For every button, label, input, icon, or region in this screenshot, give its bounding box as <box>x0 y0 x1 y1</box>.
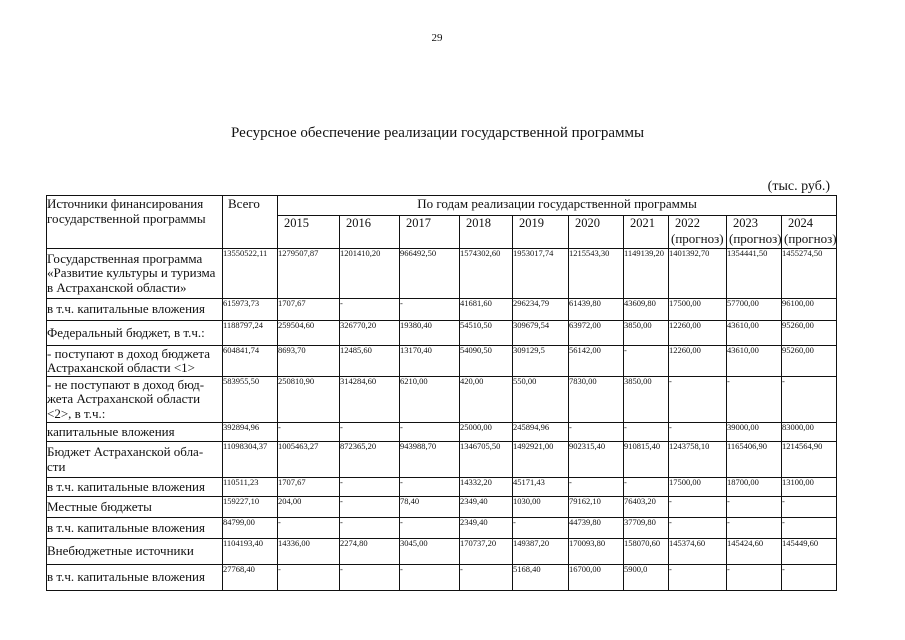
year-value: 76403,20 <box>624 497 669 518</box>
year-value: 19380,40 <box>400 321 460 346</box>
year-value: 13170,40 <box>400 346 460 377</box>
year-value: 314284,60 <box>340 377 400 423</box>
year-label: 2020 <box>575 216 600 230</box>
units-label: (тыс. руб.) <box>767 179 830 194</box>
year-value: 18700,00 <box>727 478 782 497</box>
source-column-header: Источники финансирования государственной программы <box>47 196 223 249</box>
year-value: 78,40 <box>400 497 460 518</box>
year-value: - <box>569 478 624 497</box>
year-value: 170093,80 <box>569 539 624 565</box>
year-forecast-note: (прогноз) <box>671 231 724 246</box>
year-value: 158070,60 <box>624 539 669 565</box>
year-value: 79162,10 <box>569 497 624 518</box>
row-label: в т.ч. капитальные вложения <box>47 518 223 539</box>
year-value: 1401392,70 <box>669 249 727 299</box>
year-value: 902315,40 <box>569 442 624 478</box>
year-value: 1354441,50 <box>727 249 782 299</box>
year-value: - <box>513 518 569 539</box>
year-header <box>460 216 513 249</box>
year-value: - <box>669 518 727 539</box>
year-value: 1953017,74 <box>513 249 569 299</box>
year-label: 2021 <box>630 216 655 230</box>
year-label: 2016 <box>346 216 371 230</box>
table-row <box>47 423 837 442</box>
year-value: 3850,00 <box>624 321 669 346</box>
year-value: 1707,67 <box>278 299 340 321</box>
row-label: Местные бюджеты <box>47 497 223 518</box>
year-value: 45171,43 <box>513 478 569 497</box>
year-value: 5168,40 <box>513 565 569 591</box>
total-value: 13550522,11 <box>223 249 278 299</box>
row-label: - поступают в доход бюджета Астраханской области <1> <box>47 346 223 377</box>
year-value: - <box>460 565 513 591</box>
year-value: 95260,00 <box>782 346 837 377</box>
year-value: 43610,00 <box>727 346 782 377</box>
year-value: 39000,00 <box>727 423 782 442</box>
year-value: 966492,50 <box>400 249 460 299</box>
total-value: 11098304,37 <box>223 442 278 478</box>
row-label: Внебюджетные источники <box>47 539 223 565</box>
header-row <box>47 196 837 216</box>
table-row <box>47 249 837 299</box>
year-value: - <box>727 497 782 518</box>
year-header <box>782 216 837 249</box>
year-value: 309679,54 <box>513 321 569 346</box>
row-label: Федеральный бюджет, в т.ч.: <box>47 321 223 346</box>
year-value: 296234,79 <box>513 299 569 321</box>
total-value: 159227,10 <box>223 497 278 518</box>
year-value: 1492921,00 <box>513 442 569 478</box>
year-header <box>340 216 400 249</box>
year-value: 25000,00 <box>460 423 513 442</box>
year-value: 13100,00 <box>782 478 837 497</box>
year-value: 1215543,30 <box>569 249 624 299</box>
table-row <box>47 518 837 539</box>
year-value: 95260,00 <box>782 321 837 346</box>
year-label: 2024 <box>788 216 813 230</box>
total-value: 84799,00 <box>223 518 278 539</box>
year-value: - <box>278 423 340 442</box>
year-value: 1346705,50 <box>460 442 513 478</box>
year-label: 2018 <box>466 216 491 230</box>
year-label: 2022 <box>675 216 700 230</box>
year-header <box>569 216 624 249</box>
year-value: 12485,60 <box>340 346 400 377</box>
year-value: 943988,70 <box>400 442 460 478</box>
year-value: 145424,60 <box>727 539 782 565</box>
year-header <box>400 216 460 249</box>
year-forecast-note: (прогноз) <box>784 231 837 246</box>
resource-table <box>46 195 837 591</box>
year-value: 2274,80 <box>340 539 400 565</box>
year-value: 250810,90 <box>278 377 340 423</box>
page-number: 29 <box>431 32 443 44</box>
year-value: 149387,20 <box>513 539 569 565</box>
year-value: 2349,40 <box>460 518 513 539</box>
total-value: 1188797,24 <box>223 321 278 346</box>
year-value: 259504,60 <box>278 321 340 346</box>
year-value: 1005463,27 <box>278 442 340 478</box>
year-value: - <box>727 518 782 539</box>
year-value: 12260,00 <box>669 321 727 346</box>
year-value: 550,00 <box>513 377 569 423</box>
year-value: - <box>340 518 400 539</box>
year-value: 145449,60 <box>782 539 837 565</box>
year-value: - <box>782 518 837 539</box>
year-value: 83000,00 <box>782 423 837 442</box>
year-value: 3850,00 <box>624 377 669 423</box>
year-value: - <box>400 565 460 591</box>
row-label: Государственная программа «Развитие культуры и туризма в Астраханской области» <box>47 249 223 299</box>
total-value: 392894,96 <box>223 423 278 442</box>
row-label: в т.ч. капитальные вложения <box>47 299 223 321</box>
total-value: 1104193,40 <box>223 539 278 565</box>
year-label: 2015 <box>284 216 309 230</box>
total-value: 110511,23 <box>223 478 278 497</box>
year-value: - <box>340 299 400 321</box>
year-value: 872365,20 <box>340 442 400 478</box>
year-value: 1149139,20 <box>624 249 669 299</box>
year-header <box>624 216 669 249</box>
year-forecast-note: (прогноз) <box>729 231 782 246</box>
year-value: 44739,80 <box>569 518 624 539</box>
year-value: 204,00 <box>278 497 340 518</box>
year-value: 7830,00 <box>569 377 624 423</box>
year-value: 17500,00 <box>669 478 727 497</box>
year-value: 43610,00 <box>727 321 782 346</box>
year-header <box>513 216 569 249</box>
year-value: 1279507,87 <box>278 249 340 299</box>
year-value: - <box>669 565 727 591</box>
table-header <box>47 196 837 249</box>
year-value: - <box>624 423 669 442</box>
table-row <box>47 442 837 478</box>
year-value: - <box>727 377 782 423</box>
table-row <box>47 539 837 565</box>
year-header <box>278 216 340 249</box>
year-value: 12260,00 <box>669 346 727 377</box>
year-value: 14332,20 <box>460 478 513 497</box>
year-value: 910815,40 <box>624 442 669 478</box>
year-value: 1165406,90 <box>727 442 782 478</box>
year-value: - <box>624 478 669 497</box>
year-value: 5900,0 <box>624 565 669 591</box>
table-row <box>47 565 837 591</box>
row-label: - не поступают в доход бюд- жета Астраханской области <2>, в т.ч.: <box>47 377 223 423</box>
table-row <box>47 321 837 346</box>
year-value: - <box>278 565 340 591</box>
year-value: 3045,00 <box>400 539 460 565</box>
table-row <box>47 497 837 518</box>
total-value: 615973,73 <box>223 299 278 321</box>
total-column-header: Всего <box>223 196 278 249</box>
year-value: 6210,00 <box>400 377 460 423</box>
year-value: 326770,20 <box>340 321 400 346</box>
year-value: - <box>782 565 837 591</box>
total-value: 604841,74 <box>223 346 278 377</box>
years-group-header: По годам реализации государственной программы <box>278 196 837 216</box>
year-value: 37709,80 <box>624 518 669 539</box>
year-value: - <box>340 478 400 497</box>
year-value: - <box>278 518 340 539</box>
year-value: 245894,96 <box>513 423 569 442</box>
year-value: - <box>340 497 400 518</box>
year-value: - <box>669 423 727 442</box>
year-label: 2017 <box>406 216 431 230</box>
row-label: капитальные вложения <box>47 423 223 442</box>
row-label: в т.ч. капитальные вложения <box>47 478 223 497</box>
total-value: 583955,50 <box>223 377 278 423</box>
year-value: 309129,5 <box>513 346 569 377</box>
year-value: 1455274,50 <box>782 249 837 299</box>
year-value: 17500,00 <box>669 299 727 321</box>
year-value: 170737,20 <box>460 539 513 565</box>
table-body <box>47 249 837 591</box>
year-value: - <box>400 299 460 321</box>
year-value: - <box>569 423 624 442</box>
year-value: - <box>782 377 837 423</box>
year-value: 8693,70 <box>278 346 340 377</box>
year-value: 1201410,20 <box>340 249 400 299</box>
year-value: - <box>669 497 727 518</box>
table-row <box>47 299 837 321</box>
year-value: 41681,60 <box>460 299 513 321</box>
year-label: 2023 <box>733 216 758 230</box>
year-value: 96100,00 <box>782 299 837 321</box>
total-value: 27768,40 <box>223 565 278 591</box>
year-value: - <box>782 497 837 518</box>
year-value: 16700,00 <box>569 565 624 591</box>
year-label: 2019 <box>519 216 544 230</box>
year-value: 1574302,60 <box>460 249 513 299</box>
year-value: - <box>340 423 400 442</box>
year-value: - <box>400 423 460 442</box>
table-row <box>47 377 837 423</box>
year-value: 420,00 <box>460 377 513 423</box>
table-row <box>47 346 837 377</box>
year-value: - <box>624 346 669 377</box>
year-value: 14336,00 <box>278 539 340 565</box>
row-label: в т.ч. капитальные вложения <box>47 565 223 591</box>
table-row <box>47 478 837 497</box>
year-value: 43609,80 <box>624 299 669 321</box>
year-value: 54090,50 <box>460 346 513 377</box>
row-label: Бюджет Астраханской обла- сти <box>47 442 223 478</box>
year-value: 56142,00 <box>569 346 624 377</box>
year-header <box>727 216 782 249</box>
year-value: 145374,60 <box>669 539 727 565</box>
year-header <box>669 216 727 249</box>
year-value: 61439,80 <box>569 299 624 321</box>
year-value: 54510,50 <box>460 321 513 346</box>
year-value: 1243758,10 <box>669 442 727 478</box>
page-title: Ресурсное обеспечение реализации государственной программы <box>230 125 645 141</box>
year-value: - <box>727 565 782 591</box>
year-value: - <box>340 565 400 591</box>
year-value: 1214564,90 <box>782 442 837 478</box>
year-value: - <box>400 478 460 497</box>
year-value: 63972,00 <box>569 321 624 346</box>
year-value: - <box>400 518 460 539</box>
year-value: 1707,67 <box>278 478 340 497</box>
year-value: 2349,40 <box>460 497 513 518</box>
year-value: 57700,00 <box>727 299 782 321</box>
year-value: 1030,00 <box>513 497 569 518</box>
year-value: - <box>669 377 727 423</box>
